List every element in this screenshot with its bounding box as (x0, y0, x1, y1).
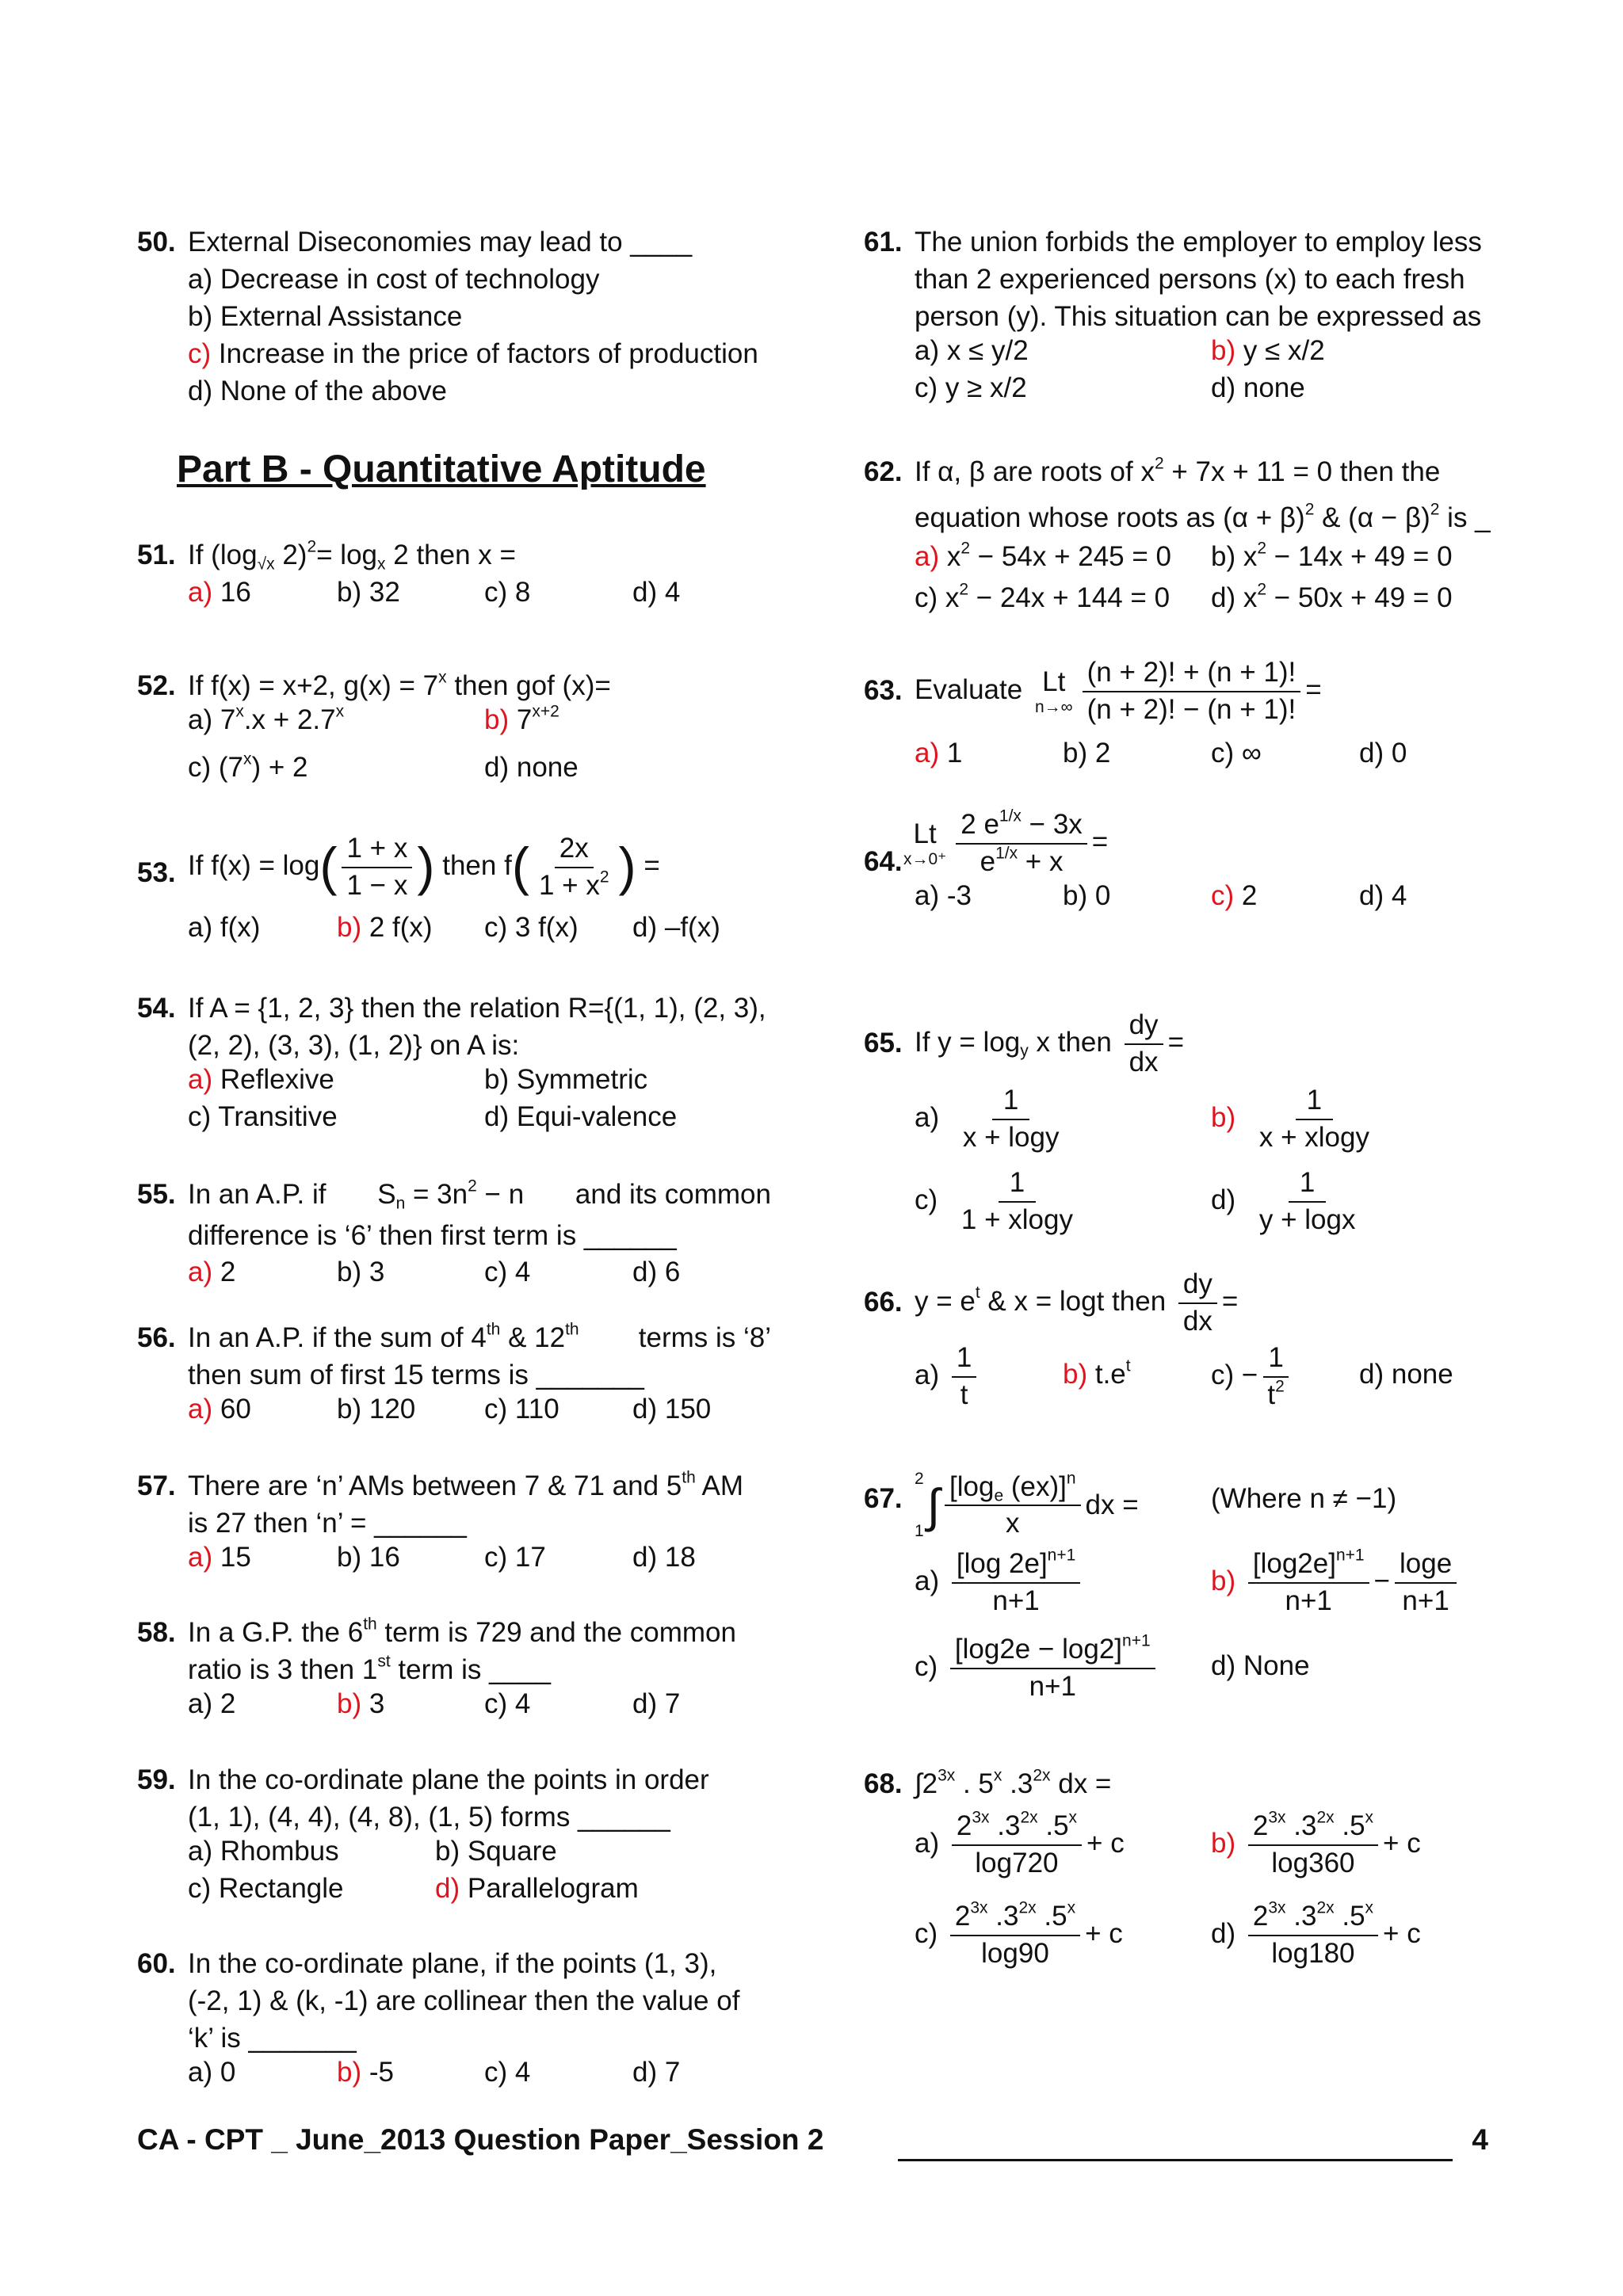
option-c: c) 8 (484, 577, 531, 608)
option-a: a) 16 (188, 577, 251, 608)
option-d: d) $x^2 - 50x + 49 = 0$ (1211, 580, 1453, 613)
option-c: c) − $\frac{1}{t^2}$ (1211, 1343, 1294, 1410)
question-number: 58. (137, 1617, 176, 1648)
options (188, 704, 771, 799)
page-number: 4 (1472, 2123, 1488, 2156)
option-b: b) $\frac{2^{3x} .3^{2x} .5^x}{\log 360}$ + c (1211, 1808, 1421, 1878)
options (915, 880, 1502, 920)
option-d: d) 7 (632, 2057, 681, 2088)
option-b: b) 3 (337, 1257, 385, 1287)
option-c: c) 4 (484, 1688, 531, 1719)
option-c: c) $\frac{2^{3x} .3^{2x} .5^x}{\log 90}$ + c (915, 1898, 1123, 1969)
option-a: a) $\frac{2^{3x} .3^{2x} .5^x}{\log 720}$ + c (915, 1808, 1125, 1878)
question-number: 62. (864, 456, 903, 487)
question-50 (137, 223, 771, 410)
question-55: 55. In an A.P. if $S_n = 3n^2 - n$ and its common difference is ‘6’ then first term is ______ a) 2 b) 3 c) 4 d) 6 (137, 1174, 771, 1296)
question-57: 57. There are ‘n’ AMs between 7 & 71 and 5th AM is 27 then ‘n’ = ______ a) 15 b) 16 c) 17 d) 18 (137, 1467, 771, 1581)
options (188, 1064, 771, 1138)
section-heading: Part B - Quantitative Aptitude (177, 448, 706, 490)
question-stem: External Diseconomies may lead to ____ (188, 227, 693, 257)
option-b: b) y ≤ x/2 (1211, 335, 1325, 366)
options (188, 261, 771, 410)
option-a: a) $\frac{1}{t}$ (915, 1343, 981, 1410)
option-b: b) $x^2 - 14x + 49 = 0$ (1211, 539, 1453, 572)
question-number: 55. (137, 1179, 176, 1210)
option-d: d) 7 (632, 1688, 681, 1719)
options (915, 541, 1502, 624)
option-c: c) Transitive (188, 1101, 338, 1132)
option-b: b) $\frac{1}{x + xlogy}$ (1211, 1085, 1369, 1153)
question-number: 67. (864, 1483, 903, 1514)
question-62: 62. If α, β are roots of $x^2 + 7x + 11 = 0$ then the equation whose roots as $(\alpha + \beta)^2$ & $(\alpha - \beta)^2$ is _ a) $x^2 - 54x + 245 = 0$ b) $x^2 - 14x + 49 = 0$ c) $x^2 - 24x + 144 = 0$ d) $x^2 - 50x + 49 = 0$ (864, 449, 1502, 624)
option-b: b) External Assistance (188, 301, 463, 332)
option-b: b) 0 (1063, 880, 1111, 911)
question-67: 67. 2 1 ∫ $\frac{[\log_e (ex)]^n}{x}$ dx = (Where n ≠ −1) a) $\frac{[\log 2e]^{n+1}}{n+1}$ b) $\frac{[\log 2e]^{n+1}}{n+1}$ − $\frac{\log e}{n+1}$ c) $\frac{[\log 2e - \log 2]^{n+1}}{n+1}$ d) None (864, 1459, 1502, 1723)
option-b: b) 120 (337, 1394, 416, 1425)
options (915, 1343, 1502, 1422)
question-number: 68. (864, 1768, 903, 1799)
option-c: c) 2 (1211, 880, 1258, 911)
option-c: c) ∞ (1211, 738, 1262, 769)
footer-rule (898, 2159, 1453, 2161)
option-c: c) $\frac{1}{1 + xlogy}$ (915, 1167, 1073, 1235)
option-b: b) Square (435, 1836, 557, 1867)
question-number: 65. (864, 1028, 903, 1058)
option-c: c) $\frac{[\log 2e - \log 2]^{n+1}}{n+1}$ (915, 1634, 1160, 1702)
question-number: 57. (137, 1470, 176, 1501)
option-a: a) Rhombus (188, 1836, 339, 1867)
option-d: d) 150 (632, 1394, 712, 1425)
option-b: b) 32 (337, 577, 400, 608)
option-c: c) y ≥ x/2 (915, 372, 1027, 403)
page-footer (137, 2123, 1488, 2171)
question-63: 63. Evaluate Lt n→∞ $\frac{(n + 2)! + (n + 1)!}{(n + 2)! - (n + 1)!}$ = a) 1 b) 2 c) ∞ d) 0 (864, 658, 1502, 777)
option-a: a) 1 (915, 738, 963, 769)
option-c: c) 17 (484, 1542, 546, 1573)
options (188, 1257, 771, 1296)
option-d: d) none (1211, 372, 1305, 403)
option-b: b) 2 f(x) (337, 912, 433, 943)
option-a: a) -3 (915, 880, 972, 911)
question-53: 53. If f(x) = log( $\frac{1 + x}{1 - x}$ ) then f( $\frac{2x}{1 + x^2}$ ) = a) f(x) b) 2 f(x) c) 3 f(x) d) –f(x) (137, 833, 771, 952)
options (915, 1808, 1502, 1993)
question-number: 64. (864, 846, 903, 877)
option-b: b) -5 (337, 2057, 394, 2088)
option-a: a) 0 (188, 2057, 236, 2088)
question-68: 68. $\int 2^{3x}$ . 5$^x$ $.3^{2x}$ dx = a) $\frac{2^{3x} .3^{2x} .5^x}{\log 720}$ + c b) $\frac{2^{3x} .3^{2x} .5^x}{\log 360}$ + c c) $\frac{2^{3x} .3^{2x} .5^x}{\log 90}$ + c d) $\frac{2^{3x} .3^{2x} .5^x}{\log 180}$ + c (864, 1768, 1502, 1993)
question-51: 51. If ($\log_{√x}$ $2)^2= \log_x 2$ then x = a) 16 b) 32 c) 8 d) 4 (137, 536, 771, 616)
question-number: 59. (137, 1764, 176, 1795)
option-b: b) $\frac{[\log 2e]^{n+1}}{n+1}$ − $\frac{\log e}{n+1}$ (1211, 1549, 1461, 1616)
option-d: d) 4 (1359, 880, 1407, 911)
option-c: c) Rectangle (188, 1873, 344, 1904)
option-a: a) 15 (188, 1542, 251, 1573)
options (915, 1085, 1502, 1256)
question-52: 52. If f(x) = x+2, $g(x) = 7^x$ then gof (x)= a) $7^x.x + 2.7^x$ b) $7^{x+2}$ c) $(7^x) + 2$ d) none (137, 667, 771, 799)
option-c: c) 4 (484, 1257, 531, 1287)
option-d: d) Parallelogram (435, 1873, 639, 1904)
options (915, 1546, 1502, 1723)
option-d: d) none (484, 752, 579, 783)
options (188, 1394, 771, 1433)
question-number: 52. (137, 670, 176, 701)
option-d: d) 18 (632, 1542, 696, 1573)
option-d: d) $\frac{2^{3x} .3^{2x} .5^x}{\log 180}$ + c (1211, 1898, 1421, 1969)
option-b: b) 3 (337, 1688, 385, 1719)
question-number: 60. (137, 1948, 176, 1979)
question-54: 54. If A = {1, 2, 3} then the relation R={(1, 1), (2, 3), (2, 2), (3, 3), (1, 2)} on A is: a) Reflexive b) Symmetric c) Transitive d) Equi-valence (137, 990, 771, 1138)
option-a: a) $x^2 - 54x + 245 = 0$ (915, 539, 1172, 572)
question-61: 61. The union forbids the employer to employ less than 2 experienced persons (x) to each fresh person (y). This situation can be expressed as a) x ≤ y/2 b) y ≤ x/2 c) y ≥ x/2 d) none (864, 223, 1502, 410)
option-c: c) 110 (484, 1394, 559, 1425)
options (188, 912, 771, 952)
option-b: b) $7^{x+2}$ (484, 702, 559, 735)
options (915, 335, 1502, 410)
question-58: 58. In a G.P. the 6th term is 729 and the common ratio is 3 then 1st term is ____ a) 2 b) 3 c) 4 d) 7 (137, 1614, 771, 1728)
option-d: d) 0 (1359, 738, 1407, 769)
option-d: d) 4 (632, 577, 681, 608)
options (188, 1542, 771, 1581)
question-number: 66. (864, 1287, 903, 1318)
option-d: d) none (1359, 1359, 1453, 1390)
question-56: 56. In an A.P. if the sum of 4th & 12th terms is ‘8’ then sum of first 15 terms is _______ a) 60 b) 120 c) 110 d) 150 (137, 1319, 771, 1433)
option-a: a) Reflexive (188, 1064, 334, 1095)
option-a: a) f(x) (188, 912, 261, 943)
options (188, 2057, 771, 2096)
option-a: a) 2 (188, 1257, 236, 1287)
options (188, 1836, 771, 1910)
option-c: c) $x^2 - 24x + 144 = 0$ (915, 580, 1170, 613)
option-c: c) 3 f(x) (484, 912, 579, 943)
option-c: c) Increase in the price of factors of production (188, 338, 758, 369)
option-b: b) 16 (337, 1542, 400, 1573)
question-60: 60. In the co-ordinate plane, if the points (1, 3), (-2, 1) & (k, -1) are collinear then the value of ‘k’ is _______ a) 0 b) -5 c) 4 d) 7 (137, 1945, 771, 2096)
option-d: d) None (1211, 1650, 1310, 1681)
option-a: a) 60 (188, 1394, 251, 1425)
option-d: d) None of the above (188, 376, 447, 406)
option-d: d) 6 (632, 1257, 681, 1287)
question-number: 63. (864, 675, 903, 706)
question-number: 50. (137, 227, 176, 257)
question-64: 64. Lt x→0⁺ $\frac{2 e^{1/x} - 3x}{e^{1/x} + x}$ = a) -3 b) 0 c) 2 d) 4 (864, 810, 1502, 920)
option-d: d) Equi-valence (484, 1101, 678, 1132)
option-b: b) $t.e^t$ (1063, 1356, 1131, 1390)
option-d: d) –f(x) (632, 912, 720, 943)
question-number: 51. (137, 540, 176, 570)
option-a: a) $\frac{[\log 2e]^{n+1}}{n+1}$ (915, 1549, 1085, 1616)
option-a: a) $7^x.x + 2.7^x$ (188, 702, 345, 735)
question-66: 66. $y = e^t$ & x = logt then $\frac{dy}{dx}$ = a) $\frac{1}{t}$ b) $t.e^t$ c) − $\frac{1}{t^2}$ d) none (864, 1269, 1502, 1422)
footer-title: CA - CPT _ June_2013 Question Paper_Session 2 (137, 2123, 824, 2156)
option-d: d) $\frac{1}{y + \log x}$ (1211, 1167, 1356, 1235)
options (188, 577, 771, 616)
question-59: 59. In the co-ordinate plane the points in order (1, 1), (4, 4), (4, 8), (1, 5) forms ______ a) Rhombus b) Square c) Rectangle d) Parallelogram (137, 1761, 771, 1910)
option-a: a) Decrease in cost of technology (188, 264, 600, 295)
option-c: c) 4 (484, 2057, 531, 2088)
option-b: b) Symmetric (484, 1064, 648, 1095)
question-number: 56. (137, 1322, 176, 1353)
question-65: 65. If $y = \log_y x$ then $\frac{dy}{dx}$ = a) $\frac{1}{x + \log y}$ b) $\frac{1}{x + xlogy}$ c) $\frac{1}{1 + xlogy}$ d) $\frac{1}{y + \log x}$ (864, 1010, 1502, 1256)
question-number: 61. (864, 227, 903, 257)
option-a: a) $\frac{1}{x + \log y}$ (915, 1085, 1060, 1153)
option-b: b) 2 (1063, 738, 1111, 769)
options (188, 1688, 771, 1728)
option-a: a) x ≤ y/2 (915, 335, 1029, 366)
options (915, 738, 1502, 777)
option-c: c) $(7^x) + 2$ (188, 749, 308, 783)
option-a: a) 2 (188, 1688, 236, 1719)
question-number: 54. (137, 993, 176, 1024)
question-number: 53. (137, 857, 176, 888)
